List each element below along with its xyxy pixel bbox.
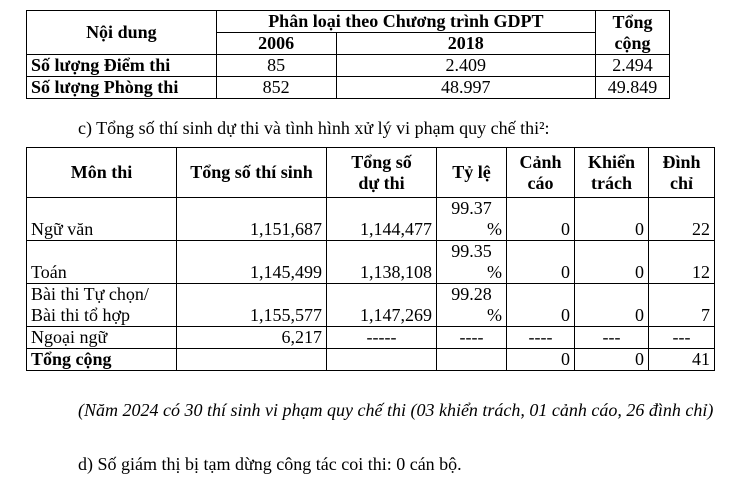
cell-reprimand: --- xyxy=(575,327,649,349)
cell-suspension: 22 xyxy=(649,198,715,241)
cell-subject: Ngữ văn xyxy=(27,198,177,241)
header-suspension: Đình chỉ xyxy=(649,148,715,198)
header-reprimand: Khiển trách xyxy=(575,148,649,198)
cell-warning: 0 xyxy=(507,284,575,327)
cell-reprimand: 0 xyxy=(575,349,649,371)
cell-suspension: --- xyxy=(649,327,715,349)
header-rate: Tỷ lệ xyxy=(437,148,507,198)
cell-takers: 1,147,269 xyxy=(327,284,437,327)
cell-total: 1,145,499 xyxy=(177,241,327,284)
row-label: Số lượng Điểm thi xyxy=(27,55,217,77)
table-row xyxy=(27,327,715,349)
section-d-text: d) Số giám thị bị tạm dừng công tác coi thi: 0 cán bộ. xyxy=(78,454,462,474)
cell-2006: 852 xyxy=(216,77,336,99)
cell-takers: 1,144,477 xyxy=(327,198,437,241)
cell-total: 6,217 xyxy=(177,327,327,349)
header-content: Nội dung xyxy=(27,11,217,55)
exam-venues-table xyxy=(26,10,670,99)
cell-takers: ----- xyxy=(327,327,437,349)
cell-empty xyxy=(177,349,327,371)
cell-total: 49.849 xyxy=(596,77,670,99)
header-total-candidates: Tổng số thí sinh xyxy=(177,148,327,198)
cell-subject: Bài thi Tự chọn/ Bài thi tổ hợp xyxy=(27,284,177,327)
cell-total: 1,151,687 xyxy=(177,198,327,241)
cell-suspension: 12 xyxy=(649,241,715,284)
cell-empty xyxy=(437,349,507,371)
cell-suspension: 7 xyxy=(649,284,715,327)
cell-total-label: Tổng cộng xyxy=(27,349,177,371)
cell-2018: 48.997 xyxy=(336,77,596,99)
cell-reprimand: 0 xyxy=(575,198,649,241)
header-warning: Cảnh cáo xyxy=(507,148,575,198)
cell-rate: 99.37 % xyxy=(437,198,507,241)
cell-warning: 0 xyxy=(507,241,575,284)
cell-takers: 1,138,108 xyxy=(327,241,437,284)
cell-rate: 99.35 % xyxy=(437,241,507,284)
cell-warning: 0 xyxy=(507,198,575,241)
row-label: Số lượng Phòng thi xyxy=(27,77,217,99)
violation-note: (Năm 2024 có 30 thí sinh vi phạm quy chế thi (03 khiển trách, 01 cảnh cáo, 26 đình chỉ) xyxy=(78,400,714,420)
cell-reprimand: 0 xyxy=(575,284,649,327)
header-total: Tổng cộng xyxy=(596,11,670,55)
candidates-violations-table xyxy=(26,147,715,371)
cell-2018: 2.409 xyxy=(336,55,596,77)
table-row xyxy=(27,55,670,77)
cell-total: 1,155,577 xyxy=(177,284,327,327)
cell-rate: ---- xyxy=(437,327,507,349)
cell-warning: ---- xyxy=(507,327,575,349)
cell-subject: Ngoại ngữ xyxy=(27,327,177,349)
cell-total: 2.494 xyxy=(596,55,670,77)
cell-2006: 85 xyxy=(216,55,336,77)
table-row xyxy=(27,198,715,241)
total-row xyxy=(27,349,715,371)
section-c-caption: c) Tổng số thí sinh dự thi và tình hình xử lý vi phạm quy chế thi²: xyxy=(78,118,550,138)
table-row xyxy=(27,284,715,327)
table-row xyxy=(27,77,670,99)
header-subject: Môn thi xyxy=(27,148,177,198)
cell-reprimand: 0 xyxy=(575,241,649,284)
header-year-2018: 2018 xyxy=(336,33,596,55)
cell-rate: 99.28 % xyxy=(437,284,507,327)
cell-subject: Toán xyxy=(27,241,177,284)
header-program-classification: Phân loại theo Chương trình GDPT xyxy=(216,11,595,33)
cell-warning: 0 xyxy=(507,349,575,371)
cell-empty xyxy=(327,349,437,371)
header-exam-takers: Tổng số dự thi xyxy=(327,148,437,198)
table-row xyxy=(27,241,715,284)
header-year-2006: 2006 xyxy=(216,33,336,55)
cell-suspension: 41 xyxy=(649,349,715,371)
